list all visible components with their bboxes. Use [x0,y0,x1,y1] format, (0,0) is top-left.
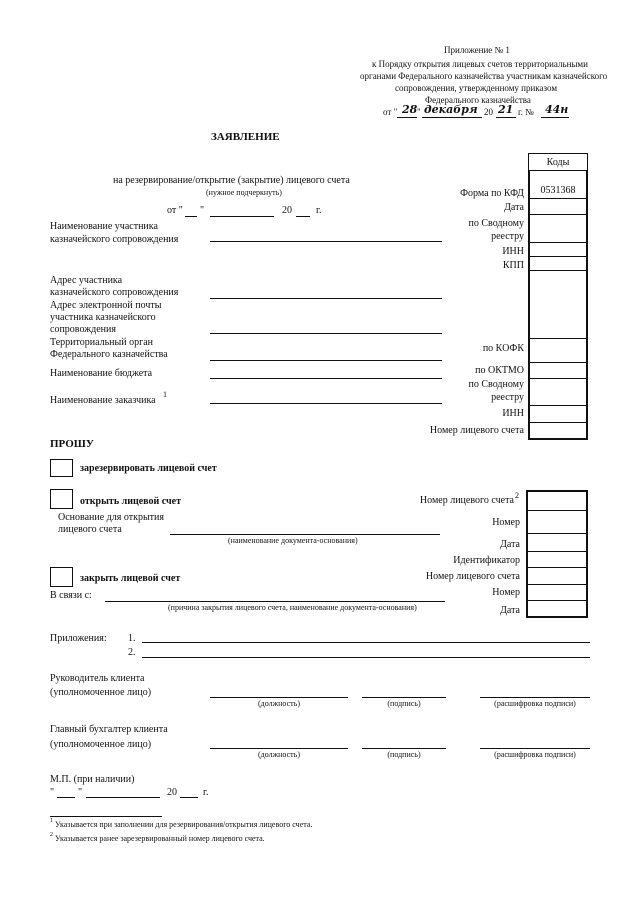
attachment-field-2[interactable] [142,657,590,658]
head-position-note: (должность) [258,699,300,708]
basis-field[interactable] [170,534,440,535]
territorial-organ-field[interactable] [210,360,442,361]
label-territorial-organ-2: Федерального казначейства [50,349,168,360]
footnote-mark-2: 2 [515,491,519,500]
label-identifier: Идентификатор [453,555,520,566]
head-signature-note: (подпись) [387,699,421,708]
head-label-2: (уполномоченное лицо) [50,687,152,698]
label-email-2: участника казначейского [50,312,156,323]
attachments-label: Приложения: [50,633,107,644]
attachment-item-1: 1. [128,633,136,644]
label-territorial-organ: Территориальный орган [50,337,153,348]
codes-header-cell [528,153,588,171]
label-customer: Наименование заказчика [50,395,156,406]
head-decoding-note: (расшифровка подписи) [494,699,576,708]
date-month-handwritten: декабря [424,103,478,116]
label-address-2: казначейского сопровождения [50,287,179,298]
reason-note: (причина закрытия лицевого счета, наименование документа-основания) [168,603,417,612]
label-account-number: Номер лицевого счета [429,425,524,436]
label-basis-number: Номер [492,517,520,528]
subtitle-note: (нужное подчеркнуть) [206,188,282,197]
kfd-code-value: 0531368 [540,185,576,196]
close-checkbox[interactable] [50,567,73,587]
label-kpp: КПП [502,260,524,271]
email-field[interactable] [210,333,442,334]
basis-label: Основание для открытия [58,512,164,523]
label-close-number: Номер [492,587,520,598]
footnote-2-number: 2 [50,832,53,838]
document-title: ЗАЯВЛЕНИЕ [211,131,280,143]
label-address: Адрес участника [50,275,123,286]
basis-note: (наименование документа-основания) [228,536,358,545]
label-forma-kfd: Форма по КФД [460,188,524,199]
codes-column [528,171,588,440]
footnote-2: Указывается ранее зарезервированный номер лицевого счета. [55,834,265,843]
attachment-item-2: 2. [128,647,136,658]
open-checkbox[interactable] [50,489,73,509]
label-budget: Наименование бюджета [50,368,153,379]
accountant-signature-note: (подпись) [387,750,421,759]
header-line: сопровождения, утвержденному приказом [395,83,558,93]
label-email-3: сопровождения [50,324,116,335]
accountant-label: Главный бухгалтер клиента [50,724,168,735]
date-prefix: от " [383,107,398,117]
reserve-checkbox[interactable] [50,459,73,477]
stamp-date-q1: " [50,787,55,798]
header-line: органами Федерального казначейства участникам казначейского [360,71,608,81]
date-year: 20 [282,205,292,216]
date-quote: " [417,107,421,117]
header-line: к Порядку открытия лицевых счетов территориальными [372,59,588,69]
stamp-date-year: 20 [167,787,177,798]
stamp-label: М.П. (при наличии) [50,774,135,785]
header-line: Федерального казначейства [425,95,531,105]
label-participant: Наименование участника [50,221,158,232]
accountant-position-field[interactable] [210,748,348,749]
footnote-mark-1: 1 [163,390,167,399]
document-subtitle: на резервирование/открытие (закрытие) лицевого счета [113,175,350,186]
customer-field[interactable] [210,403,442,404]
label-close-date: Дата [500,605,520,616]
open-account-label: Номер лицевого счета [419,495,514,506]
head-decoding-field[interactable] [480,697,590,698]
stamp-date-g: г. [203,787,209,798]
head-label: Руководитель клиента [50,673,145,684]
label-svod: по Сводному [468,218,524,229]
date-ot: от " [167,205,183,216]
close-account-label: Номер лицевого счета [425,571,520,582]
participant-field[interactable] [210,241,442,242]
accountant-decoding-note: (расшифровка подписи) [494,750,576,759]
head-position-field[interactable] [210,697,348,698]
appendix-number: Приложение № 1 [444,45,510,55]
reason-label: В связи с: [50,590,92,601]
date-g: г. [316,205,322,216]
label-participant-2: казначейского сопровождения [50,234,179,245]
accountant-position-note: (должность) [258,750,300,759]
accountant-label-2: (уполномоченное лицо) [50,739,152,750]
accountant-decoding-field[interactable] [480,748,590,749]
head-signature-field[interactable] [362,697,446,698]
label-svod-2: по Сводному [468,379,524,390]
label-svod-reestr-2: реестру [491,392,524,403]
attachment-field-1[interactable] [142,642,590,643]
request-title: ПРОШУ [50,438,94,450]
basis-label-2: лицевого счета [58,524,122,535]
close-label: закрыть лицевой счет [80,573,181,584]
label-svod-reestr: реестру [491,231,524,242]
label-kofk: по КОФК [482,343,524,354]
date-year-prefix: 20 [484,107,493,117]
codes-header: Коды [546,157,570,168]
accountant-signature-field[interactable] [362,748,446,749]
order-number-handwritten: 44н [545,103,569,116]
date-day-handwritten: 28 [402,103,418,116]
date-year-handwritten: 21 [498,103,514,116]
reason-field[interactable] [105,601,445,602]
footnote-1: Указывается при заполнении для резервирования/открытия лицевого счета. [55,820,313,829]
date-q: " [200,205,205,216]
open-label: открыть лицевой счет [80,496,182,507]
label-inn: ИНН [502,246,524,257]
stamp-date-q2: " [78,787,83,798]
budget-field[interactable] [210,378,442,379]
label-email: Адрес электронной почты [50,300,162,311]
reserve-label: зарезервировать лицевой счет [80,463,217,474]
label-inn-2: ИНН [502,408,524,419]
address-field[interactable] [210,298,442,299]
label-date: Дата [504,202,524,213]
footnote-divider [50,816,162,817]
label-basis-date: Дата [500,539,520,550]
date-suffix: г. № [518,107,534,117]
label-oktmo: по ОКТМО [475,365,524,376]
footnote-1-number: 1 [50,818,53,824]
